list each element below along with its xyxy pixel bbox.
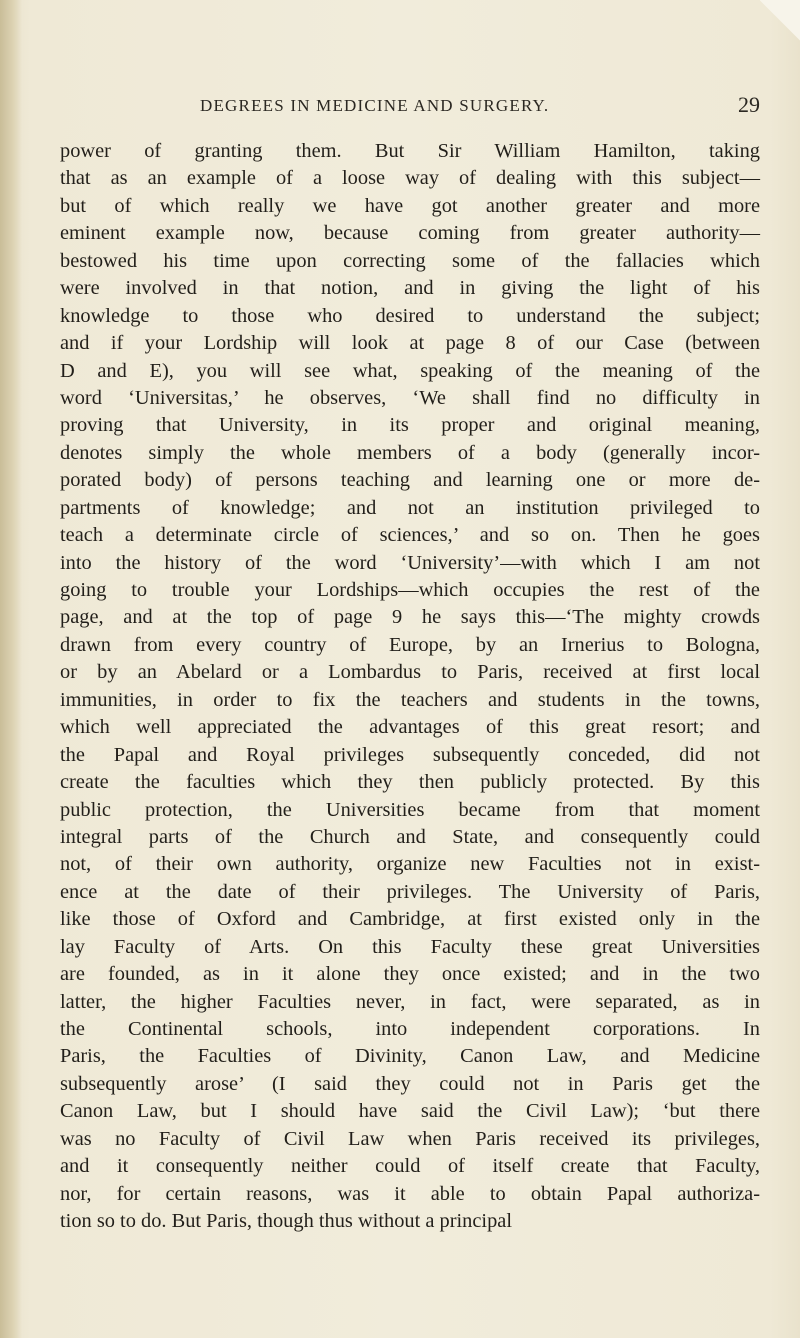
text-line: D and E), you will see what, speaking of the meaning of the [60,359,760,382]
text-line: or by an Abelard or a Lombardus to Paris, received at first local [60,661,760,684]
text-line: going to trouble your Lordships—which occupies the rest of the [60,579,760,601]
text-line: tion so to do. But Paris, though thus without a principal [60,1210,512,1233]
text-line: Paris, the Faculties of Divinity, Canon Law, and Medicine [60,1045,760,1068]
text-line: create the faculties which they then publicly protected. By this [60,771,760,794]
text-line: but of which really we have got another greater and more [60,194,760,217]
text-line: like those of Oxford and Cambridge, at first existed only in the [60,908,760,931]
text-line: the Continental schools, into independent corporations. In [60,1018,760,1040]
running-title: DEGREES IN MEDICINE AND SURGERY. [200,96,550,115]
text-line: eminent example now, because coming from greater authority— [60,222,760,245]
text-line: knowledge to those who desired to understand the subject; [60,304,760,327]
text-line: integral parts of the Church and State, and consequently could [60,825,760,848]
text-line: nor, for certain reasons, was it able to obtain Papal authoriza- [60,1182,760,1205]
text-line: ence at the date of their privileges. The University of Paris, [60,880,760,903]
text-line: page, and at the top of page 9 he says this—‘The mighty crowds [60,606,760,629]
text-line: word ‘Universitas,’ he observes, ‘We shall find no difficulty in [60,386,760,409]
text-line: power of granting them. But Sir William Hamilton, taking [60,140,760,162]
spine-shadow [0,0,22,1338]
text-line: Canon Law, but I should have said the Civil Law); ‘but there [60,1100,760,1123]
page-corner [760,0,800,60]
text-line: teach a determinate circle of sciences,’ and so on. Then he goes [60,524,760,547]
text-line: were involved in that notion, and in giving the light of his [60,277,760,300]
text-line: not, of their own authority, organize new Faculties not in exist- [60,853,760,876]
text-line: which well appreciated the advantages of this great resort; and [60,716,760,739]
text-line: the Papal and Royal privileges subsequently conceded, did not [60,743,760,766]
text-line: was no Faculty of Civil Law when Paris received its privileges, [60,1127,760,1150]
text-line: and it consequently neither could of itself create that Faculty, [60,1155,760,1178]
text-line: drawn from every country of Europe, by an Irnerius to Bologna, [60,633,760,656]
text-line: denotes simply the whole members of a body (generally incor- [60,441,760,464]
text-line: porated body) of persons teaching and learning one or more de- [60,469,760,492]
text-line: and if your Lordship will look at page 8 of our Case (between [60,332,760,355]
body-text [60,138,760,1236]
text-line: bestowed his time upon correcting some of the fallacies which [60,249,760,272]
text-line: are founded, as in it alone they once existed; and in the two [60,963,760,986]
text-line: subsequently arose’ (I said they could not in Paris get the [60,1072,760,1095]
text-line: into the history of the word ‘University’—with which I am not [60,551,760,574]
running-head [60,92,760,126]
text-line: partments of knowledge; and not an institution privileged to [60,496,760,519]
text-line: public protection, the Universities became from that moment [60,798,760,821]
text-line: latter, the higher Faculties never, in fact, were separated, as in [60,990,760,1013]
text-line: that as an example of a loose way of dealing with this subject— [60,167,760,190]
page-number: 29 [738,92,760,117]
text-line: immunities, in order to fix the teachers and students in the towns, [60,688,760,711]
text-line: lay Faculty of Arts. On this Faculty these great Universities [60,935,760,958]
text-line: proving that University, in its proper and original meaning, [60,414,760,437]
